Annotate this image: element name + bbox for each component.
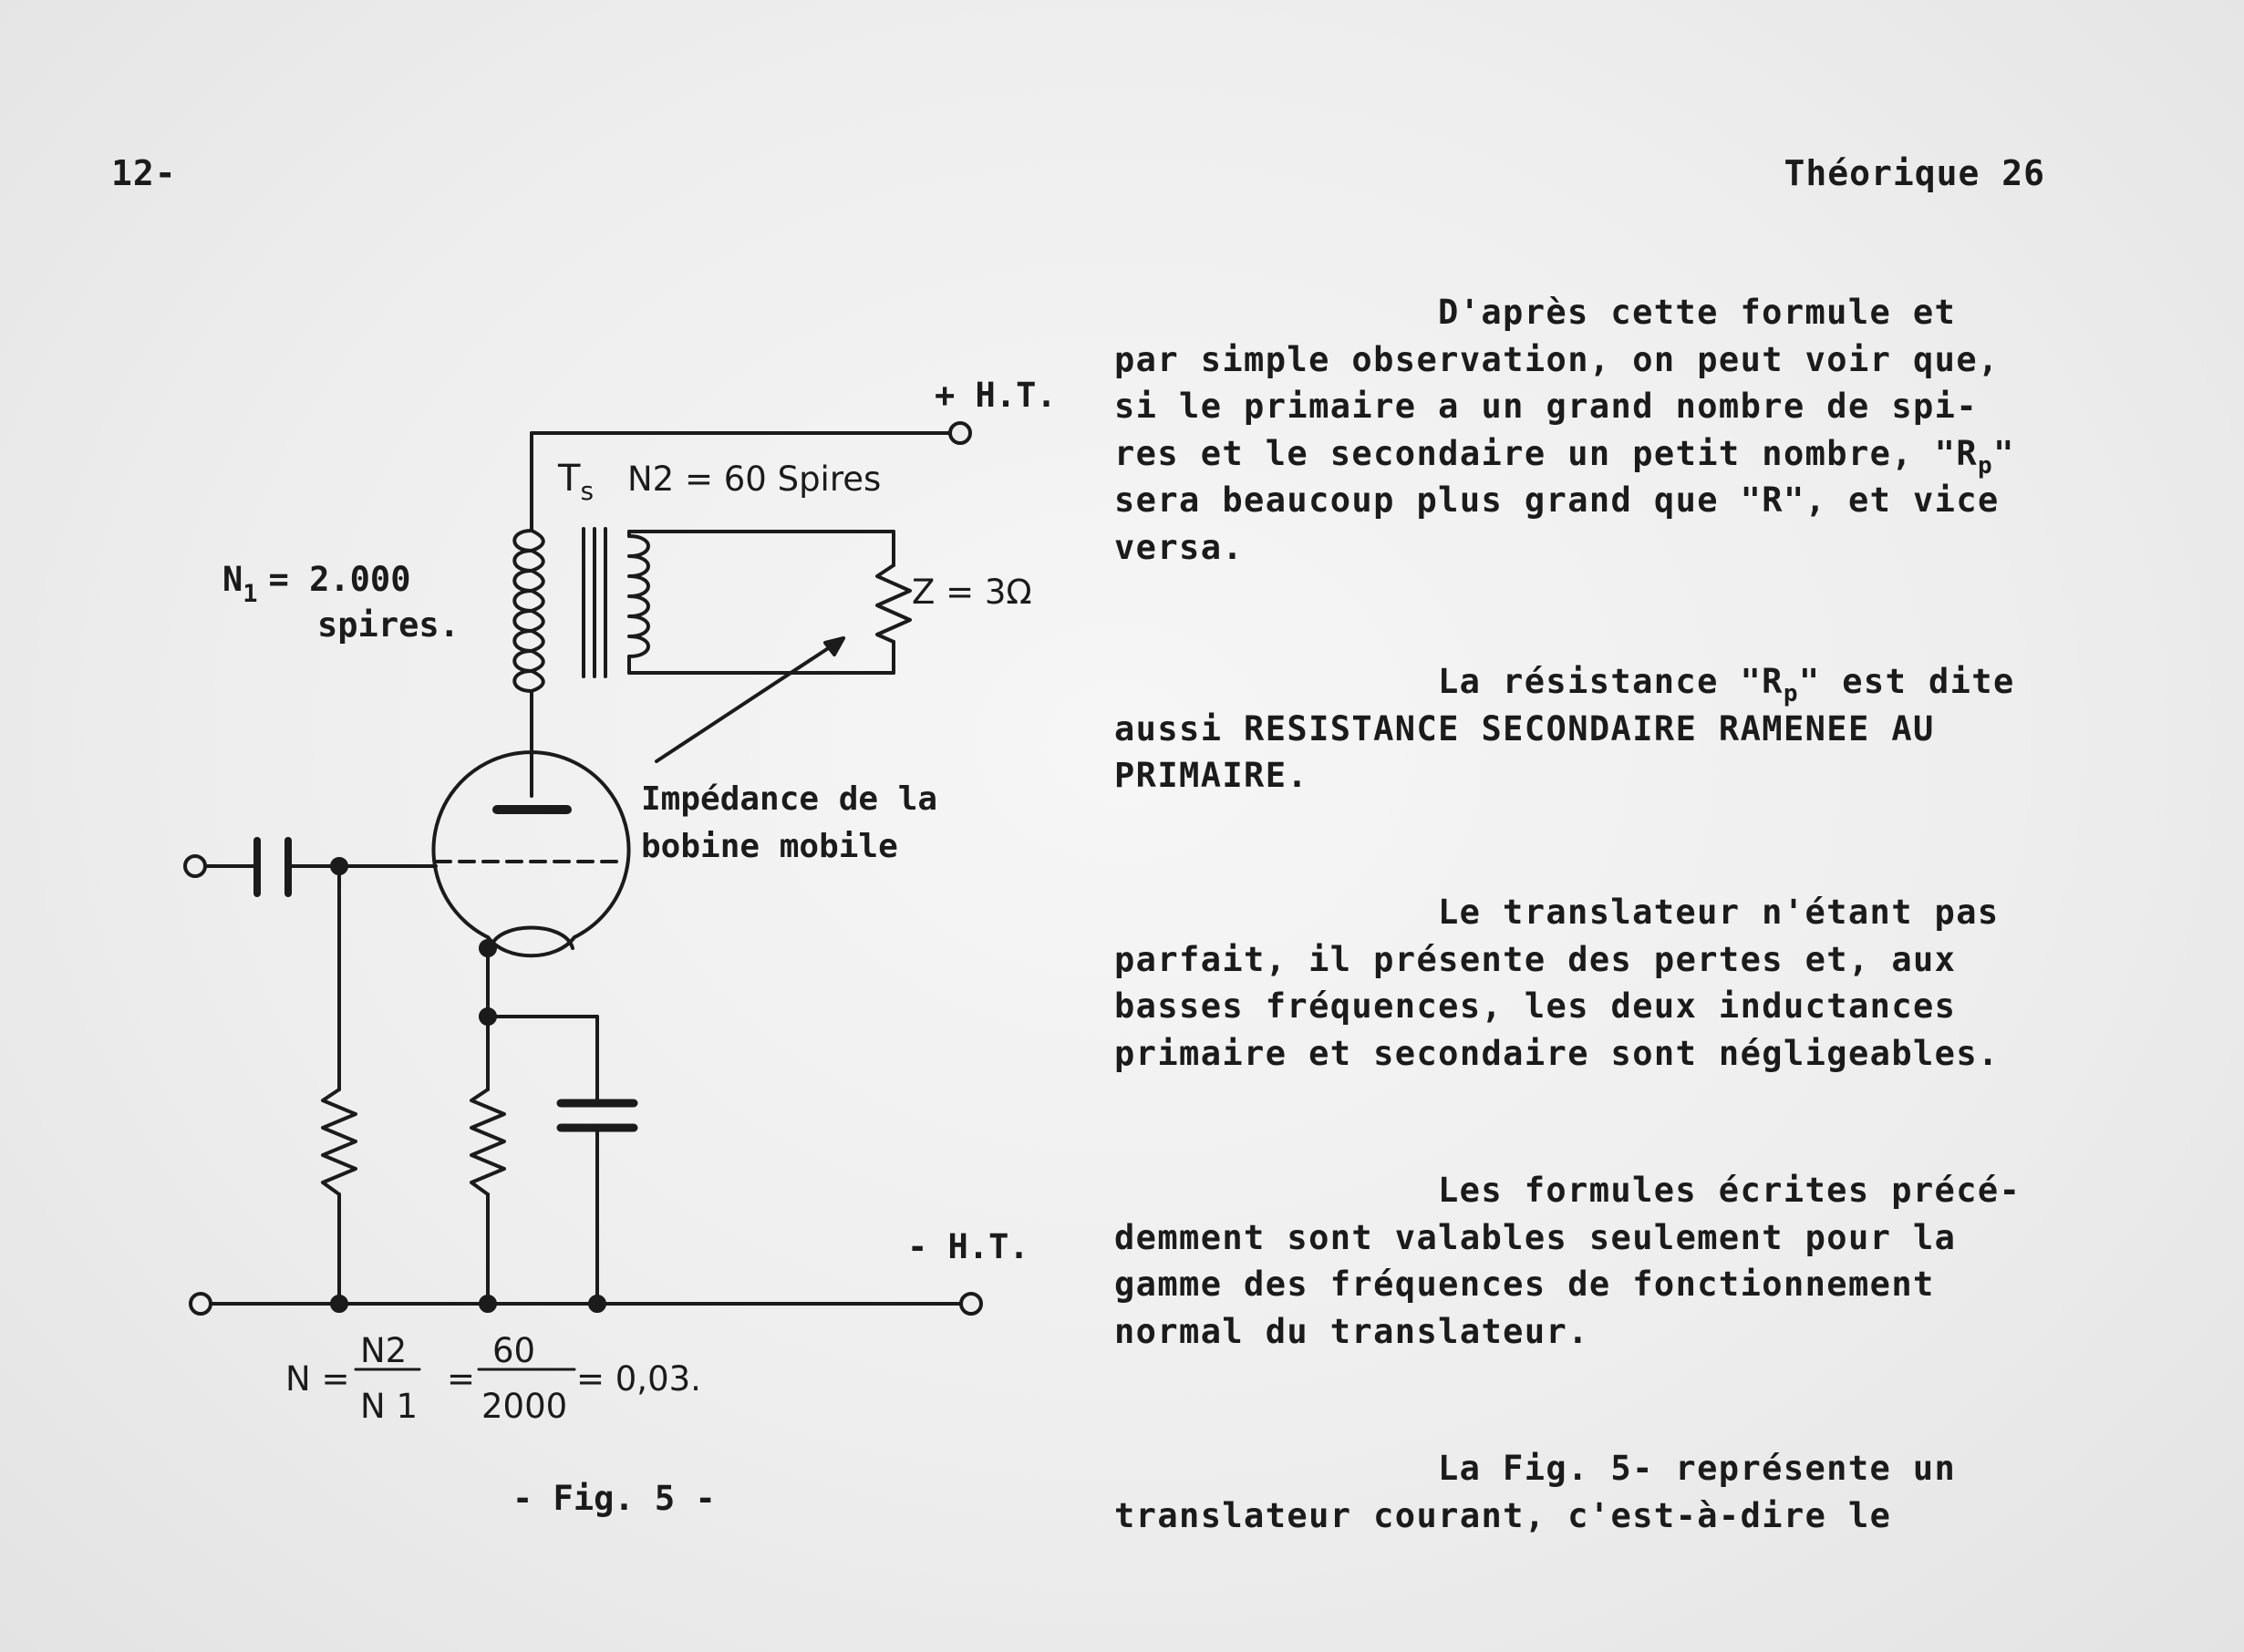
secondary-coil xyxy=(629,536,648,656)
text-line: Le translateur n'étant pas xyxy=(1438,893,2000,932)
primary-turns-word: spires. xyxy=(317,605,460,645)
text-line: demment sont valables seulement pour la xyxy=(1114,1217,1957,1257)
text-line: res et le secondaire un petit nombre, "$R_p$" xyxy=(1114,433,2015,480)
transformer-label: $T_s$ xyxy=(558,458,595,506)
paragraph-5 xyxy=(1114,1445,2081,1539)
text-line: D'après cette formule et xyxy=(1438,293,1957,332)
impedance-label: Z = 3Ω xyxy=(912,573,1032,612)
formula-num1: N2 xyxy=(360,1331,408,1370)
impedance-caption-line1: Impédance de la xyxy=(641,780,938,818)
formula-den2: 2000 xyxy=(481,1387,568,1426)
text-line: par simple observation, on peut voir que, xyxy=(1114,339,2000,379)
text-line: La Fig. 5- représente un xyxy=(1438,1449,1957,1488)
figure-caption: - Fig. 5 - xyxy=(512,1479,716,1518)
text-line: sera beaucoup plus grand que "R", et vice xyxy=(1114,480,2000,520)
text-line: normal du translateur. xyxy=(1114,1311,1589,1351)
text-line: basses fréquences, les deux inductances xyxy=(1114,986,1957,1026)
ht-minus-label: - H.T. xyxy=(907,1227,1029,1266)
primary-coil xyxy=(514,531,532,691)
impedance-caption-line2: bobine mobile xyxy=(641,828,898,865)
primary-turns-label: $N_1 = 2.000$ xyxy=(222,560,411,608)
ht-plus-label: + H.T. xyxy=(935,376,1057,415)
text-line: primaire et secondaire sont négligeables. xyxy=(1114,1033,2000,1073)
secondary-turns-label: N2 = 60 Spires xyxy=(627,459,882,499)
page-number: 12- xyxy=(111,153,177,193)
text-line: gamme des fréquences de fonctionnement xyxy=(1114,1265,1935,1304)
paragraph-3 xyxy=(1114,889,2081,1077)
text-line: PRIMAIRE. xyxy=(1114,756,1309,795)
formula-result: = 0,03. xyxy=(576,1359,701,1399)
text-line: La résistance "$R_p$" est dite xyxy=(1438,662,2015,707)
formula-num2: 60 xyxy=(492,1331,536,1370)
text-line: translateur courant, c'est-à-dire le xyxy=(1114,1495,1892,1535)
text-line: parfait, il présente des pertes et, aux xyxy=(1114,939,1957,979)
paragraph-1 xyxy=(1114,289,2081,571)
formula-lhs: N = xyxy=(285,1359,350,1399)
section-title: Théorique 26 xyxy=(1784,153,2045,193)
formula-den1: N 1 xyxy=(360,1387,418,1426)
paragraph-4 xyxy=(1114,1167,2081,1355)
paragraph-2 xyxy=(1114,658,2081,800)
text-line: versa. xyxy=(1114,527,1245,567)
load-resistor xyxy=(877,565,910,642)
text-line: si le primaire a un grand nombre de spi- xyxy=(1114,387,1979,426)
formula-eq: = xyxy=(447,1359,476,1399)
text-line: Les formules écrites précé- xyxy=(1438,1171,2022,1210)
text-line: aussi RESISTANCE SECONDAIRE RAMENEE AU xyxy=(1114,708,1935,749)
